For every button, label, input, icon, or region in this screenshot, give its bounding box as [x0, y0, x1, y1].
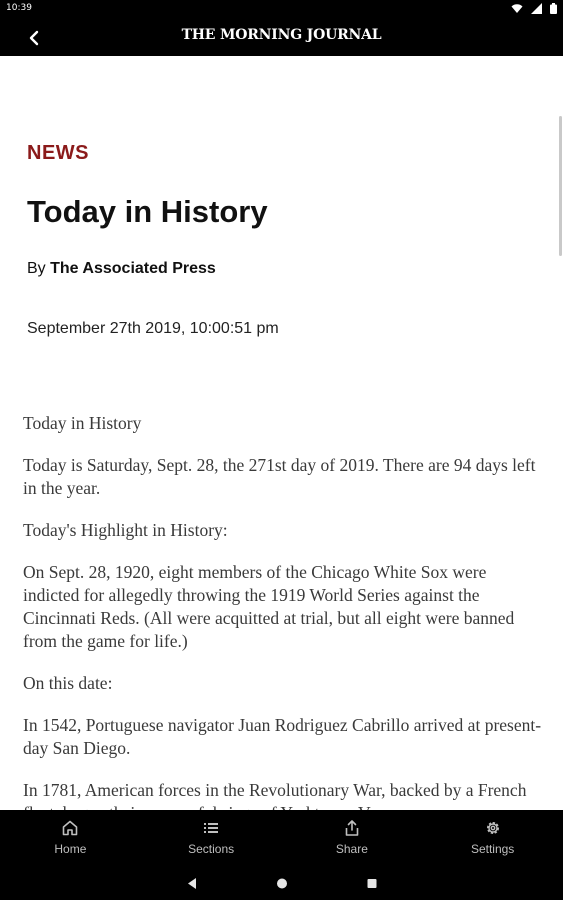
share-icon: [343, 819, 361, 837]
nav-label: Home: [54, 842, 87, 856]
list-icon: [202, 819, 220, 837]
status-time: 10:39: [6, 3, 32, 13]
signal-icon: [531, 3, 542, 14]
byline: [27, 260, 216, 278]
scrollbar[interactable]: [559, 116, 562, 256]
body-paragraph: Today's Highlight in History:: [23, 520, 228, 540]
status-bar: [0, 0, 563, 18]
author-name: The Associated Press: [50, 260, 216, 277]
nav-label: Sections: [188, 842, 235, 856]
nav-sections[interactable]: [141, 810, 282, 868]
status-icons: [508, 3, 557, 15]
gear-icon: [484, 819, 502, 837]
body-paragraph: On Sept. 28, 1920, eight members of the Chicago White Sox were indicted for allegedly throwing the 1919 World Series against the Cincinnati Reds. (All were acquitted at trial, but all eight were banned from the game for life.): [23, 562, 515, 651]
body-paragraph: In 1781, American forces in the Revolutionary War, backed by a French: [23, 780, 527, 800]
recents-square-icon[interactable]: [366, 877, 378, 890]
body-paragraph: Today is Saturday, Sept. 28, the 271st day of 2019. There are 94 days left in the year.: [23, 455, 536, 498]
wifi-icon: [511, 3, 523, 14]
body-paragraph: Today in History: [23, 413, 142, 433]
article-headline: Today in History: [27, 194, 268, 229]
masthead-logo: THE MORNING JOURNAL: [181, 27, 382, 43]
nav-home[interactable]: [0, 810, 141, 868]
back-triangle-icon[interactable]: [186, 877, 198, 890]
nav-share[interactable]: [282, 810, 423, 868]
body-paragraph: On this date:: [23, 673, 113, 693]
nav-label: Settings: [470, 842, 515, 856]
battery-icon: [550, 3, 557, 14]
app-bar: [0, 18, 563, 56]
publish-date: September 27th 2019, 10:00:51 pm: [27, 320, 279, 337]
article[interactable]: [0, 56, 563, 810]
home-icon: [61, 819, 79, 837]
section-label[interactable]: NEWS: [27, 142, 89, 164]
body-paragraph: In 1542, Portuguese navigator Juan Rodriguez Cabrillo arrived at present-day San Diego.: [23, 715, 542, 758]
bottom-nav: [0, 810, 563, 868]
byline-prefix: By: [27, 260, 46, 277]
home-circle-icon[interactable]: [276, 877, 288, 890]
nav-settings[interactable]: [422, 810, 563, 868]
nav-label: Share: [335, 842, 368, 856]
system-nav: [0, 868, 563, 900]
article-body: [23, 412, 545, 844]
